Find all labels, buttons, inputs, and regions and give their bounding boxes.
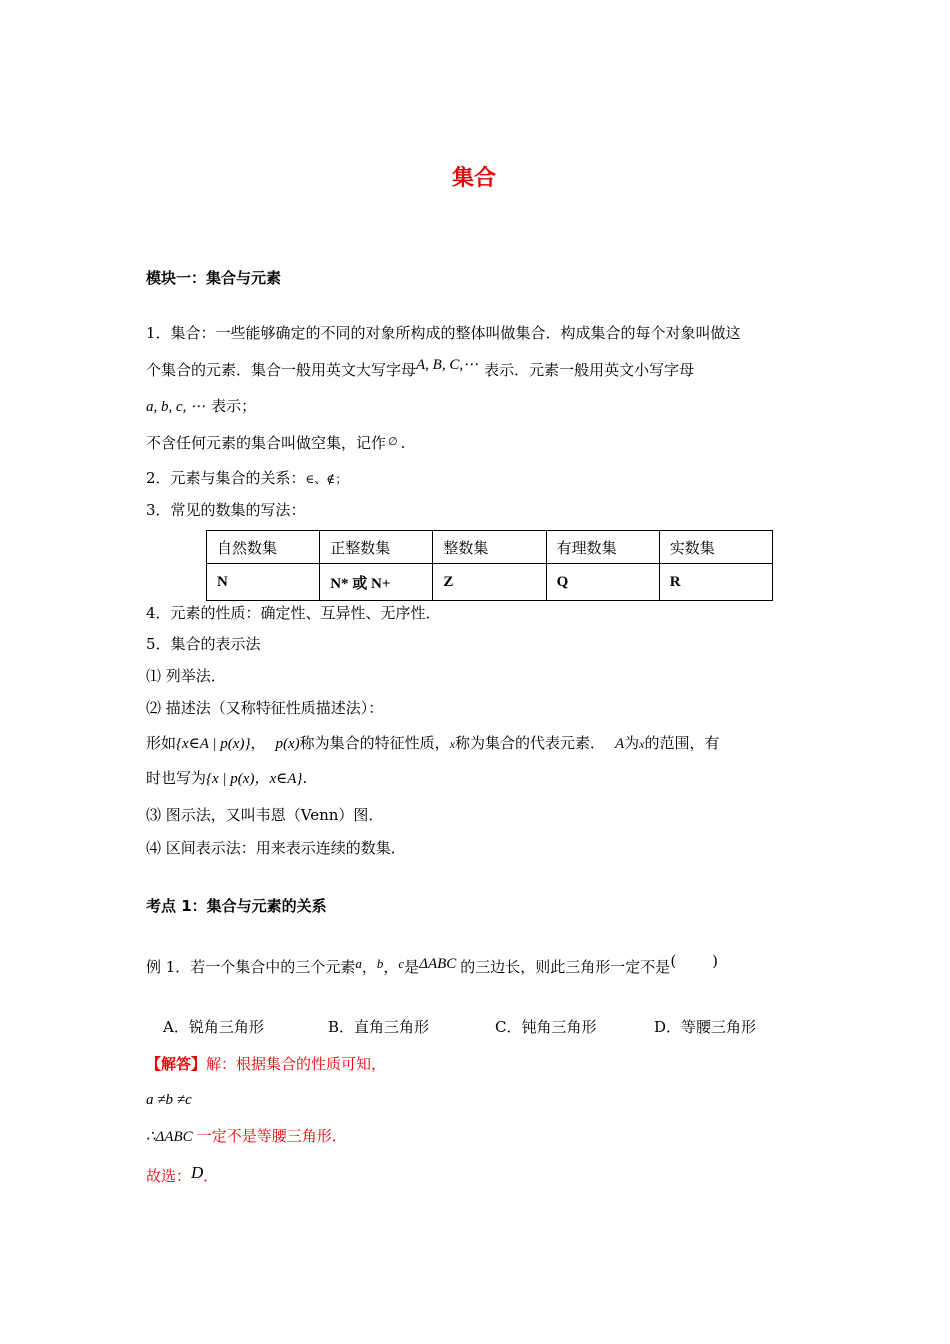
text: 称为集合的特征性质， — [299, 734, 450, 752]
answer-text: 解：根据集合的性质可知， — [206, 1055, 387, 1073]
method-4: ⑷ 区间表示法：用来表示连续的数集． — [146, 839, 406, 857]
paragraph-1-line-1: 1．集合：一些能够确定的不同的对象所构成的整体叫做集合．构成集合的每个对象叫做这 — [146, 324, 741, 342]
set-builder-notation: {x∈A | p(x)} — [176, 736, 251, 752]
text: 是 — [404, 958, 420, 976]
paragraph-2 — [146, 468, 347, 489]
table-cell: N* 或 N+ — [320, 564, 433, 601]
text: 为 — [624, 734, 640, 752]
math-c: c — [398, 956, 405, 971]
empty-set-line — [146, 433, 405, 455]
solution-step-2 — [146, 1126, 347, 1147]
answer-line — [146, 1054, 386, 1074]
text: 一定不是等腰三角形． — [196, 1127, 347, 1145]
choice-label: 故选： — [146, 1167, 192, 1185]
table-cell: N — [207, 564, 320, 601]
text: 表示．元素一般用英文小写字母 — [484, 361, 695, 379]
math-lowercase-letters: a, b, c, ⋯ — [146, 399, 206, 415]
text: 不含任何元素的集合叫做空集，记作 — [146, 434, 387, 452]
table-header-cell: 自然数集 — [207, 531, 320, 564]
kaodian1-heading: 考点 1：集合与元素的关系 — [146, 897, 327, 915]
option-c: C．钝角三角形 — [495, 1018, 597, 1036]
empty-set-symbol: ∅ — [388, 435, 398, 448]
table-header-cell: 整数集 — [433, 531, 546, 564]
choice-value: D — [191, 1163, 204, 1182]
text: 的三边长，则此三角形一定不是 — [460, 958, 671, 976]
math-A: A — [614, 736, 625, 752]
number-sets-table — [206, 530, 773, 601]
answer-blank-close: ) — [712, 952, 719, 970]
answer-blank-open: ( — [670, 952, 677, 970]
method-3: ⑶ 图示法，又叫韦恩（Venn）图． — [146, 806, 384, 824]
math-triangle: ΔABC — [419, 956, 457, 972]
answer-tag: 【解答】 — [146, 1055, 207, 1073]
paragraph-1-line-3 — [146, 396, 256, 417]
option-b: B．直角三角形 — [328, 1018, 430, 1036]
math-uppercase-letters: A, B, C,⋯ — [416, 357, 479, 373]
text: 2．元素与集合的关系： — [146, 469, 306, 487]
table-header-cell: 有理数集 — [546, 531, 659, 564]
table-header-cell: 正整数集 — [320, 531, 433, 564]
text: 时也写为 — [146, 769, 207, 787]
text: . — [302, 769, 308, 787]
text: 个集合的元素．集合一般用英文大写字母 — [146, 361, 417, 379]
solution-step-1: a ≠b ≠c — [146, 1092, 192, 1108]
math-x: x — [639, 737, 645, 751]
math-triangle: ∴ΔABC — [146, 1129, 193, 1145]
choice-line — [146, 1163, 219, 1186]
text: . — [400, 434, 406, 452]
table-row — [207, 531, 773, 564]
text: ． — [203, 1167, 219, 1185]
paragraph-5: 5．集合的表示法 — [146, 635, 261, 653]
module1-heading: 模块一：集合与元素 — [146, 269, 282, 287]
table-cell: R — [659, 564, 772, 601]
math-a: a — [355, 956, 362, 971]
table-cell: Q — [546, 564, 659, 601]
page-title: 集合 — [452, 166, 497, 191]
math-px: p(x) — [275, 736, 300, 752]
paragraph-4: 4．元素的性质：确定性、互异性、无序性． — [146, 604, 441, 622]
text: ， — [250, 734, 266, 752]
paragraph-1-line-2 — [146, 357, 695, 381]
method-2-line-1 — [146, 733, 720, 754]
text: ， — [383, 958, 399, 976]
option-d: D．等腰三角形 — [654, 1018, 757, 1036]
table-cell: Z — [433, 564, 546, 601]
membership-symbols: ∈、∉； — [305, 472, 348, 486]
text: 例 1．若一个集合中的三个元素 — [146, 958, 356, 976]
option-a: A．锐角三角形 — [163, 1018, 264, 1036]
math-x: x — [449, 737, 455, 751]
math-b: b — [376, 956, 384, 971]
text: ， — [361, 958, 377, 976]
text: 形如 — [146, 734, 177, 752]
method-1: ⑴ 列举法． — [146, 667, 226, 685]
method-2: ⑵ 描述法（又称特征性质描述法）： — [146, 699, 384, 717]
paragraph-3: 3．常见的数集的写法： — [146, 501, 306, 519]
text: 表示； — [211, 397, 257, 415]
method-2-line-2 — [146, 768, 307, 789]
text: 的范围，有 — [644, 734, 720, 752]
set-builder-notation: {x | p(x)，x∈A} — [206, 771, 303, 787]
example-1-question — [146, 952, 719, 978]
table-row — [207, 564, 773, 601]
text: 称为集合的代表元素． — [454, 734, 605, 752]
table-header-cell: 实数集 — [659, 531, 772, 564]
